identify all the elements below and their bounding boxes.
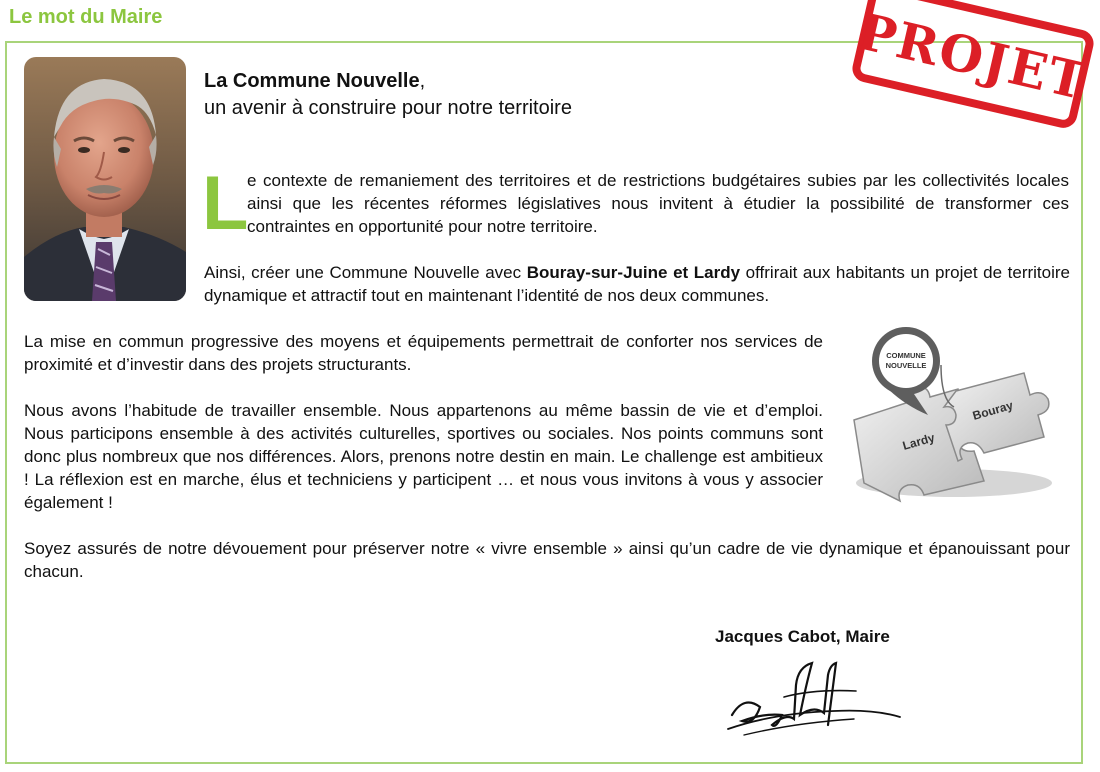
paragraph-communes: Bouray-sur-Juine et Lardy: [526, 263, 741, 282]
drop-cap: L: [202, 161, 249, 246]
headline-title: La Commune Nouvelle: [204, 70, 420, 92]
paragraph-conclusion: Soyez assurés de notre dévouement pour préserver notre « vivre ensemble » ainsi qu’un cadre de vie dynamique et épanouissant pour chacun.: [24, 539, 1070, 581]
paragraph-habitude: Nous avons l’habitude de travailler ensemble. Nous appartenons au même bassin de vie et d’emploi. Nous participons ensemble à des activités culturelles, sportives ou sociales. Nos points communs sont donc plus nombreux que nos différences. Alors, prenons notre destin en main. Le challenge est ambitieux ! La réflexion est en marche, élus et techniciens y participent … et nous vous invitons à vous y associer également !: [24, 401, 823, 512]
headline-subtitle: un avenir à construire pour notre territoire: [204, 97, 572, 119]
paragraph-text-after: offrirait aux habitants un projet de territoire dynamique et attractif tout en maintenant l’identité de nos deux communes.: [204, 263, 1070, 305]
mayor-photo: [24, 57, 186, 301]
projet-stamp-label: PROJET: [852, 0, 1094, 112]
headline: [204, 68, 572, 122]
puzzle-label-bouray: Bouray: [970, 398, 1015, 423]
section-title: Le mot du Maire: [9, 6, 163, 28]
intro-paragraph: e contexte de remaniement des territoires et de restrictions budgétaires subies par les collectivités locales ainsi que les récentes réformes législatives nous invitent à étudier la possibilité de transformer ces contraintes en opportunité pour notre territoire.: [247, 171, 1069, 236]
signature-name: Jacques Cabot, Maire: [715, 627, 890, 646]
handwritten-signature: [724, 655, 904, 745]
paragraph-commune-nouvelle: [204, 261, 1070, 307]
pin-label-line1: COMMUNE: [886, 351, 926, 360]
paragraph-text-before: Ainsi, créer une Commune Nouvelle avec: [204, 263, 527, 282]
puzzle-label-lardy: Lardy: [900, 430, 937, 453]
puzzle-illustration: [846, 325, 1061, 505]
pin-label-line2: NOUVELLE: [885, 361, 927, 370]
headline-comma: ,: [419, 70, 426, 92]
paragraph-mise-en-commun: La mise en commun progressive des moyens et équipements permettrait de conforter nos services de proximité et d’investir dans des projets structurants.: [24, 332, 823, 374]
